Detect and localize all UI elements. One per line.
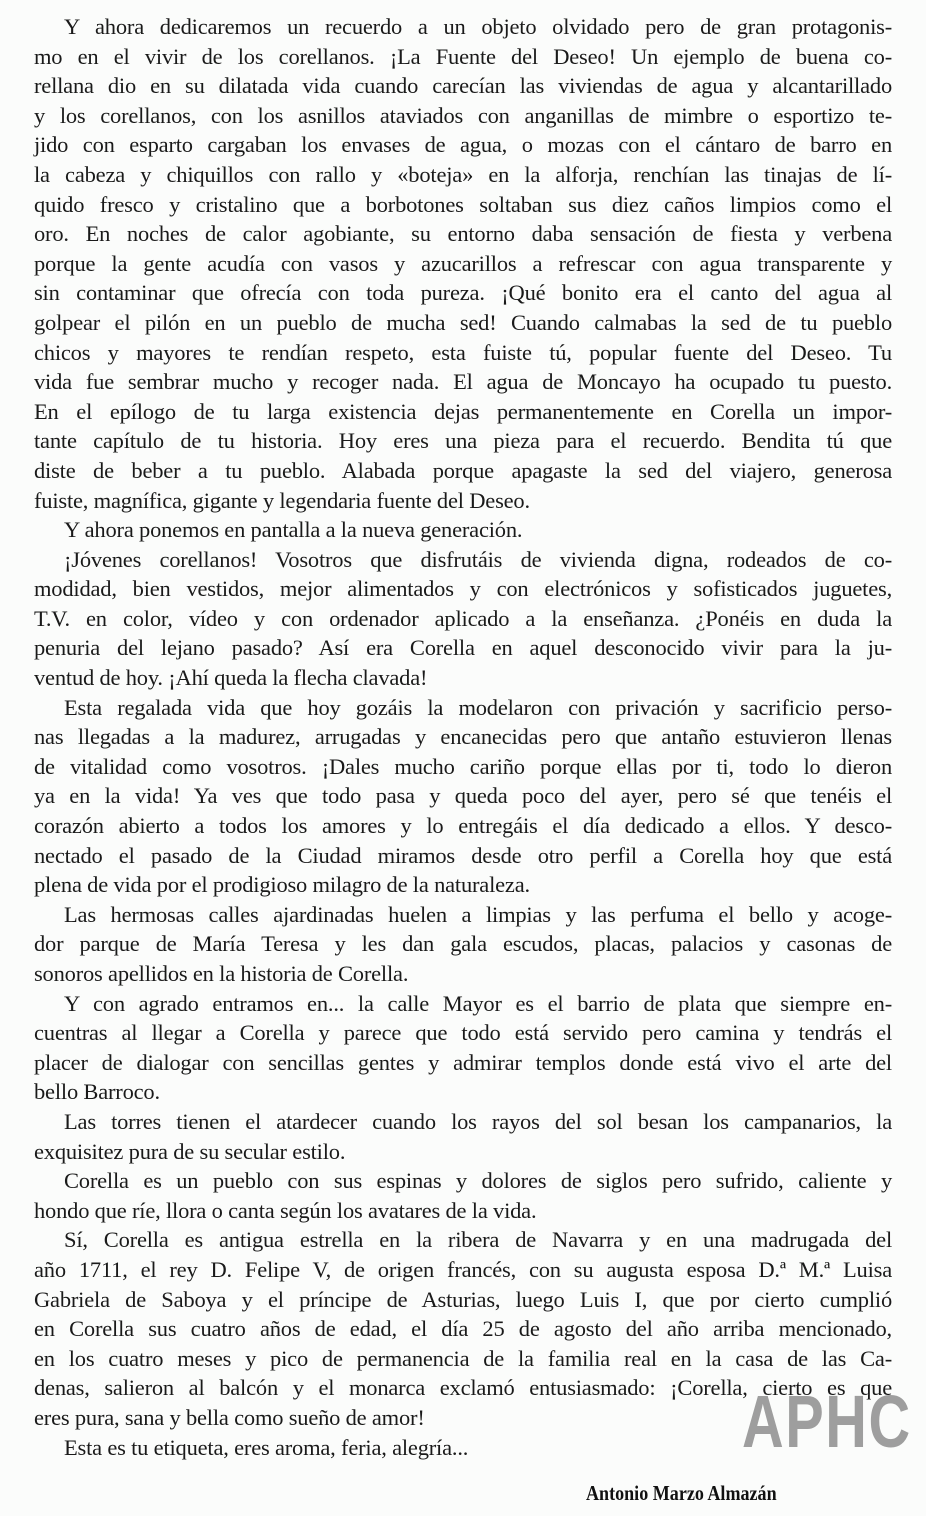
text-line: en Corella sus cuatro años de edad, el día 25 de agosto del año arriba mencionado, (34, 1316, 892, 1342)
text-line: nectado el pasado de la Ciudad miramos desde otro perfil a Corella hoy que está (34, 842, 892, 868)
text-line: rellana dio en su dilatada vida cuando carecían las viviendas de agua y alcantarillado (34, 73, 892, 99)
text-line: Y ahora dedicaremos un recuerdo a un objeto olvidado pero de gran protagonis- (64, 14, 892, 39)
text-line: En el epílogo de tu larga existencia dejas permanentemente en Corella un impor- (34, 398, 892, 424)
text-line: y los corellanos, con los asnillos ataviados con anganillas de mimbre o esportizo te- (34, 102, 892, 128)
text-line: ya en la vida! Ya ves que todo pasa y queda poco del ayer, pero sé que tenéis el (34, 783, 892, 809)
text-line: porque la gente acudía con vasos y azucarillos a refrescar con agua transparente y (34, 250, 892, 276)
text-line: eres pura, sana y bella como sueño de amor! (34, 1404, 425, 1430)
article-body (34, 12, 892, 1462)
text-line: golpear el pilón en un pueblo de mucha sed! Cuando calmabas la sed de tu pueblo (34, 309, 892, 335)
text-line: sonoros apellidos en la historia de Corella. (34, 961, 409, 986)
text-line: ¡Jóvenes corellanos! Vosotros que disfrutáis de vivienda digna, rodeados de co- (64, 546, 892, 572)
text-line: penuria del lejano pasado? Así era Corella en aquel desconocido vivir para la ju- (34, 635, 892, 661)
text-line: exquisitez pura de su secular estilo. (34, 1138, 346, 1164)
text-line: Y ahora ponemos en pantalla a la nueva generación. (64, 517, 523, 543)
text-line: placer de dialogar con sencillas gentes y admirar templos donde está vivo el arte del (34, 1049, 892, 1075)
text-line: Las torres tienen el atardecer cuando los rayos del sol besan los campanarios, la (64, 1108, 892, 1134)
text-line: cuentras al llegar a Corella y parece que todo está servido pero camina y tendrás el (34, 1020, 892, 1046)
text-line: T.V. en color, vídeo y con ordenador aplicado a la enseñanza. ¿Ponéis en duda la (34, 605, 892, 631)
author-signature: Antonio Marzo Almazán (586, 1481, 777, 1505)
text-line: sin contaminar que ofrecía con toda pureza. ¡Qué bonito era el canto del agua al (34, 280, 892, 306)
text-line: año 1711, el rey D. Felipe V, de origen francés, con su augusta esposa D.ª M.ª Luisa (34, 1256, 892, 1282)
text-line: tante capítulo de tu historia. Hoy eres una pieza para el recuerdo. Bendita tú que (34, 428, 892, 454)
text-line: en los cuatro meses y pico de permanencia de la familia real en la casa de las Ca- (34, 1345, 892, 1371)
text-line: Corella es un pueblo con sus espinas y dolores de siglos pero sufrido, caliente y (64, 1168, 892, 1194)
text-line: Esta es tu etiqueta, eres aroma, feria, alegría... (64, 1434, 469, 1460)
aphc-watermark: APHC (742, 1380, 912, 1463)
text-line: mo en el vivir de los corellanos. ¡La Fuente del Deseo! Un ejemplo de buena co- (34, 43, 892, 69)
text-line: Esta regalada vida que hoy gozáis la modelaron con privación y sacrificio perso- (64, 694, 892, 720)
text-line: modidad, bien vestidos, mejor alimentados y con electrónicos y sofisticados juguetes, (34, 576, 892, 602)
text-line: fuiste, magnífica, gigante y legendaria fuente del Deseo. (34, 487, 530, 513)
text-line: hondo que ríe, llora o canta según los avatares de la vida. (34, 1197, 537, 1223)
text-line: jido con esparto cargaban los envases de agua, o mozas con el cántaro de barro en (34, 132, 892, 158)
text-line: corazón abierto a todos los amores y lo entregáis el día dedicado a ellos. Y desco- (34, 813, 892, 839)
text-line: la cabeza y chiquillos con rallo y «boteja» en la alforja, renchían las tinajas de lí- (34, 161, 892, 187)
text-line: chicos y mayores te rendían respeto, esta fuiste tú, popular fuente del Deseo. Tu (34, 339, 892, 365)
text-line: dor parque de María Teresa y les dan gala escudos, placas, palacios y casonas de (34, 931, 892, 957)
text-line: oro. En noches de calor agobiante, su entorno daba sensación de fiesta y verbena (34, 221, 892, 247)
text-line: de vitalidad como vosotros. ¡Dales mucho cariño porque ellas por ti, todo lo dieron (34, 753, 892, 779)
text-line: denas, salieron al balcón y el monarca exclamó entusiasmado: ¡Corella, cierto es que (34, 1375, 892, 1401)
text-line: Y con agrado entramos en... la calle Mayor es el barrio de plata que siempre en- (64, 990, 892, 1016)
text-line: nas llegadas a la madurez, arrugadas y encanecidas pero que antaño estuvieron llenas (34, 724, 892, 750)
text-line: Las hermosas calles ajardinadas huelen a limpias y las perfuma el bello y acoge- (64, 901, 892, 927)
text-line: diste de beber a tu pueblo. Alabada porque apagaste la sed del viajero, generosa (34, 457, 892, 483)
text-line: Gabriela de Saboya y el príncipe de Asturias, luego Luis I, que por cierto cumplió (34, 1286, 892, 1312)
text-line: Sí, Corella es antigua estrella en la ribera de Navarra y en una madrugada del (64, 1227, 892, 1253)
text-line: plena de vida por el prodigioso milagro de la naturaleza. (34, 872, 530, 898)
text-line: quido fresco y cristalino que a borbotones soltaban sus diez caños limpios como el (34, 191, 892, 217)
text-line: vida fue sembrar mucho y recoger nada. El agua de Moncayo ha ocupado tu puesto. (34, 369, 892, 395)
text-line: bello Barroco. (34, 1079, 160, 1105)
text-line: ventud de hoy. ¡Ahí queda la flecha clavada! (34, 665, 428, 691)
